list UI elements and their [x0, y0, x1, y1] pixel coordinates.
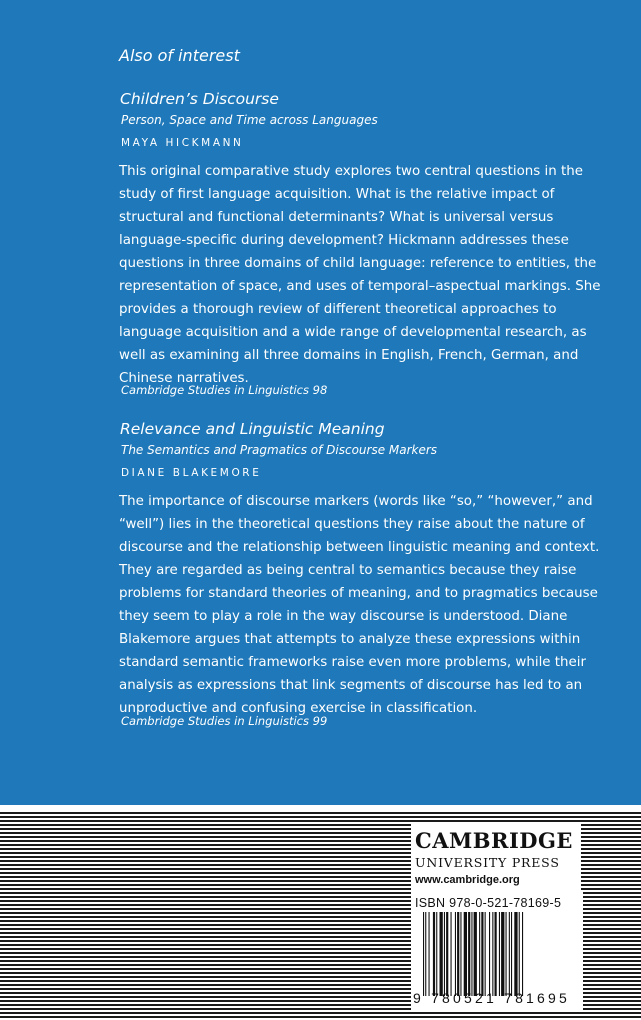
- book-author: MAYA HICKMANN: [121, 137, 244, 149]
- book-title: Relevance and Linguistic Meaning: [120, 420, 385, 438]
- book-title: Children’s Discourse: [120, 90, 279, 108]
- publisher-url: www.cambridge.org: [415, 874, 520, 886]
- publisher-logo: [411, 822, 581, 894]
- book-series: Cambridge Studies in Linguistics 98: [121, 383, 328, 397]
- book-series: Cambridge Studies in Linguistics 99: [121, 714, 328, 728]
- section-heading: Also of interest: [119, 46, 240, 65]
- book-subtitle: The Semantics and Pragmatics of Discourse Markers: [121, 443, 438, 457]
- barcode-panel: [411, 890, 583, 1012]
- book-description: The importance of discourse markers (words like “so,” “however,” and “well”) lies in the theoretical questions they raise about the nature of discourse and the relationship between linguistic meaning and context. They are regarded as being central to semantics because they raise problems for standard theories of meaning, and to pragmatics because they seem to play a role in the way discourse is understood. Diane Blakemore argues that attempts to analyze these expressions within standard semantic frameworks raise even more problems, while their analysis as expressions that link segments of discourse has led to an unproductive and confusing exercise in classification.: [119, 494, 600, 716]
- publisher-press: UNIVERSITY PRESS: [415, 855, 560, 870]
- book-author: DIANE BLAKEMORE: [121, 467, 262, 479]
- book-description: This original comparative study explores two central questions in the study of first language acquisition. What is the relative impact of structural and functional determinants? What is universal versus language-specific during development? Hickmann addresses these questions in three domains of child language: reference to entities, the representation of space, and uses of temporal–aspectual markings. She provides a thorough review of different theoretical approaches to language acquisition and a wide range of developmental research, as well as examining all three domains in English, French, German, and Chinese narratives.: [119, 164, 601, 386]
- barcode-number: 9 780521 781695: [413, 990, 570, 1006]
- barcode-icon: [423, 912, 575, 996]
- publisher-name: CAMBRIDGE: [415, 828, 573, 853]
- isbn-label: ISBN 978-0-521-78169-5: [415, 896, 562, 910]
- book-subtitle: Person, Space and Time across Languages: [121, 113, 378, 127]
